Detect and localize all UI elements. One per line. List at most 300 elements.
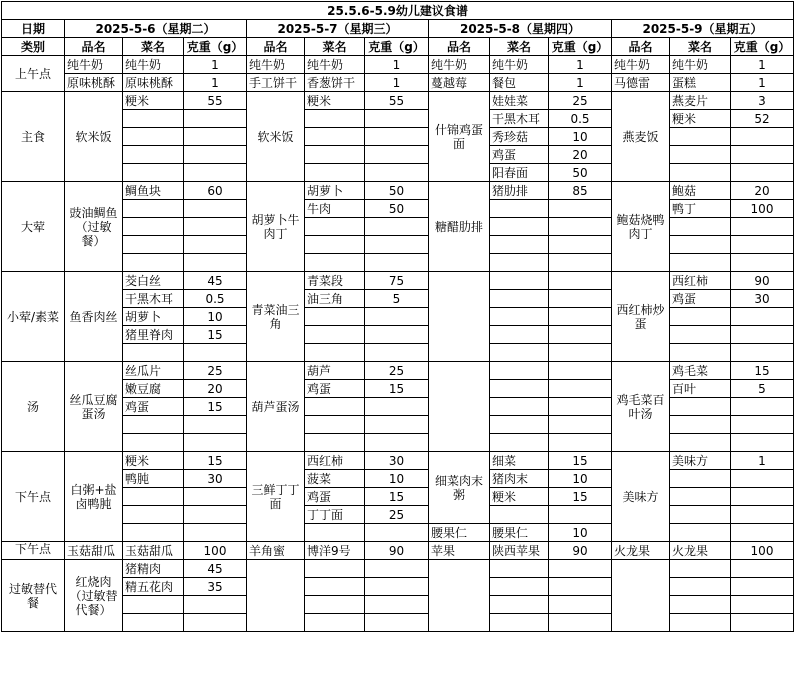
ingredient: 燕麦片 [670, 92, 731, 110]
ingredient [670, 614, 731, 632]
category-label: 类别 [2, 38, 65, 56]
category-morning_snack: 上午点 [2, 56, 65, 92]
ingredient: 鸡蛋 [123, 398, 184, 416]
weight [549, 416, 612, 434]
day-1-header: 2025-5-6（星期二） [65, 20, 247, 38]
dish-name: 葫芦蛋汤 [247, 362, 305, 452]
dish-name: 软米饭 [65, 92, 123, 182]
ingredient: 陕西苹果 [490, 542, 549, 560]
dish-name: 鲍菇烧鸭肉丁 [612, 182, 670, 272]
ingredient [305, 344, 365, 362]
dish-name [612, 560, 670, 632]
weight-label: 克重（g） [184, 38, 247, 56]
dish-name: 鸡毛菜百叶汤 [612, 362, 670, 452]
ingredient: 粳米 [490, 488, 549, 506]
weight [184, 146, 247, 164]
ingredient [490, 506, 549, 524]
dish-name: 鱼香肉丝 [65, 272, 123, 362]
weight [731, 146, 794, 164]
dish-name [247, 560, 305, 632]
weight [731, 470, 794, 488]
ingredient [123, 596, 184, 614]
weight [184, 218, 247, 236]
ingredient [305, 434, 365, 452]
ingredient [305, 578, 365, 596]
weight [365, 344, 429, 362]
ingredient [670, 254, 731, 272]
weight [731, 254, 794, 272]
ingredient [670, 326, 731, 344]
weight [184, 128, 247, 146]
weight [365, 164, 429, 182]
weight: 30 [184, 470, 247, 488]
ingredient: 西红柿 [670, 272, 731, 290]
ingredient [490, 362, 549, 380]
ingredient: 鸡蛋 [305, 380, 365, 398]
category-staple: 主食 [2, 92, 65, 182]
weight [731, 398, 794, 416]
ingredient [490, 326, 549, 344]
table-title: 25.5.6-5.9幼儿建议食谱 [2, 2, 794, 20]
ingredient [305, 326, 365, 344]
weight [365, 308, 429, 326]
weight: 90 [731, 272, 794, 290]
weight: 85 [549, 182, 612, 200]
ingredient: 干黑木耳 [490, 110, 549, 128]
ingredient [670, 146, 731, 164]
ingredient: 原味桃酥 [123, 74, 184, 92]
weight [549, 308, 612, 326]
ingredient: 茭白丝 [123, 272, 184, 290]
day-3-header: 2025-5-8（星期四） [429, 20, 612, 38]
dish-name: 纯牛奶 [65, 56, 123, 74]
ingredient: 纯牛奶 [490, 56, 549, 74]
weight: 15 [365, 488, 429, 506]
dish-name: 原味桃酥 [65, 74, 123, 92]
ingredient [670, 488, 731, 506]
ingredient [123, 128, 184, 146]
ingredient: 鲷鱼块 [123, 182, 184, 200]
category-soup: 汤 [2, 362, 65, 452]
weight [184, 596, 247, 614]
weight-label: 克重（g） [731, 38, 794, 56]
ingredient: 油三角 [305, 290, 365, 308]
weight: 1 [731, 452, 794, 470]
ingredient: 鸭肫 [123, 470, 184, 488]
ingredient [490, 236, 549, 254]
ingredient: 纯牛奶 [670, 56, 731, 74]
ingredient [670, 308, 731, 326]
weight [549, 380, 612, 398]
dish-name: 白粥+盐卤鸭肫 [65, 452, 123, 542]
category-veg: 小荤/素菜 [2, 272, 65, 362]
ingredient: 粳米 [123, 452, 184, 470]
weight: 25 [365, 362, 429, 380]
ingredient: 香葱饼干 [305, 74, 365, 92]
weight: 20 [184, 380, 247, 398]
dishes-label: 品名 [429, 38, 490, 56]
weight [731, 578, 794, 596]
weight [365, 416, 429, 434]
weight: 50 [365, 200, 429, 218]
ingredient: 猪肉末 [490, 470, 549, 488]
weight: 3 [731, 92, 794, 110]
dish-name: 燕麦饭 [612, 92, 670, 182]
weight [184, 614, 247, 632]
weight [549, 326, 612, 344]
weight: 55 [365, 92, 429, 110]
ingredient: 嫩豆腐 [123, 380, 184, 398]
ingredient: 秀珍菇 [490, 128, 549, 146]
ingredient [123, 236, 184, 254]
ingredient [123, 254, 184, 272]
weight [549, 236, 612, 254]
ingredient: 鸡毛菜 [670, 362, 731, 380]
ingredient: 菠菜 [305, 470, 365, 488]
ingredient-label: 菜名 [670, 38, 731, 56]
category-afternoon: 下午点 [2, 452, 65, 542]
dish-name [429, 362, 490, 452]
category-meat: 大荤 [2, 182, 65, 272]
dish-name: 纯牛奶 [247, 56, 305, 74]
weight [549, 272, 612, 290]
ingredient [123, 110, 184, 128]
weight [549, 218, 612, 236]
ingredient [305, 524, 365, 542]
dish-name: 软米饭 [247, 92, 305, 182]
weight: 55 [184, 92, 247, 110]
ingredient [305, 254, 365, 272]
weight [365, 218, 429, 236]
ingredient [490, 578, 549, 596]
ingredient [123, 416, 184, 434]
weight [184, 110, 247, 128]
ingredient [670, 596, 731, 614]
ingredient [670, 398, 731, 416]
weight [731, 236, 794, 254]
ingredient: 鸡蛋 [670, 290, 731, 308]
ingredient: 丝瓜片 [123, 362, 184, 380]
ingredient: 粳米 [670, 110, 731, 128]
ingredient [670, 560, 731, 578]
weight [731, 596, 794, 614]
dish-name: 苹果 [429, 542, 490, 560]
ingredient [305, 596, 365, 614]
ingredient: 纯牛奶 [305, 56, 365, 74]
weight: 15 [731, 362, 794, 380]
dish-name: 西红柿炒蛋 [612, 272, 670, 362]
weight: 1 [549, 74, 612, 92]
ingredient: 精五花肉 [123, 578, 184, 596]
weight [549, 560, 612, 578]
weight: 45 [184, 560, 247, 578]
weight: 5 [365, 290, 429, 308]
dish-name [429, 560, 490, 632]
weight [549, 434, 612, 452]
ingredient [670, 434, 731, 452]
ingredient [490, 398, 549, 416]
ingredient [490, 308, 549, 326]
dish-name [429, 272, 490, 362]
ingredient: 葫芦 [305, 362, 365, 380]
weight [365, 578, 429, 596]
ingredient [123, 614, 184, 632]
dish-name: 什锦鸡蛋面 [429, 92, 490, 182]
ingredient: 鸡蛋 [305, 488, 365, 506]
ingredient [490, 596, 549, 614]
ingredient: 腰果仁 [490, 524, 549, 542]
weight: 0.5 [184, 290, 247, 308]
weight [184, 524, 247, 542]
weight: 10 [184, 308, 247, 326]
weight [365, 110, 429, 128]
ingredient: 胡萝卜 [123, 308, 184, 326]
ingredient [123, 524, 184, 542]
weight [549, 506, 612, 524]
weight: 25 [365, 506, 429, 524]
weight [365, 128, 429, 146]
weight [549, 344, 612, 362]
ingredient [305, 398, 365, 416]
ingredient: 玉菇甜瓜 [123, 542, 184, 560]
ingredient [305, 164, 365, 182]
weight [549, 200, 612, 218]
weight [184, 254, 247, 272]
dish-name: 纯牛奶 [612, 56, 670, 74]
ingredient [490, 290, 549, 308]
menu-table [1, 1, 794, 632]
weight [365, 434, 429, 452]
weight [184, 164, 247, 182]
ingredient [670, 416, 731, 434]
dish-name: 三鲜丁丁面 [247, 452, 305, 542]
weight [365, 326, 429, 344]
ingredient: 猪肋排 [490, 182, 549, 200]
ingredient [490, 200, 549, 218]
weight [365, 614, 429, 632]
category-afternoon2: 下午点 [2, 542, 65, 560]
ingredient [305, 560, 365, 578]
weight [365, 596, 429, 614]
ingredient [490, 380, 549, 398]
ingredient: 猪精肉 [123, 560, 184, 578]
ingredient: 纯牛奶 [123, 56, 184, 74]
weight: 52 [731, 110, 794, 128]
ingredient [123, 218, 184, 236]
dish-name: 玉菇甜瓜 [65, 542, 123, 560]
weight [731, 524, 794, 542]
weight [184, 236, 247, 254]
weight [549, 398, 612, 416]
weight: 100 [731, 200, 794, 218]
dishes-label: 品名 [65, 38, 123, 56]
weight: 1 [731, 56, 794, 74]
ingredient [670, 470, 731, 488]
weight: 30 [365, 452, 429, 470]
weight [731, 488, 794, 506]
ingredient [490, 614, 549, 632]
category-allergy: 过敏替代餐 [2, 560, 65, 632]
weight [365, 146, 429, 164]
weight [549, 254, 612, 272]
weight: 25 [184, 362, 247, 380]
weight [549, 596, 612, 614]
weight-label: 克重（g） [549, 38, 612, 56]
ingredient [123, 434, 184, 452]
weight: 15 [549, 488, 612, 506]
ingredient [305, 614, 365, 632]
weight: 25 [549, 92, 612, 110]
weight [549, 290, 612, 308]
weight [731, 218, 794, 236]
day-2-header: 2025-5-7（星期三） [247, 20, 429, 38]
weight [731, 416, 794, 434]
weight [731, 434, 794, 452]
ingredient [305, 146, 365, 164]
weight: 1 [184, 56, 247, 74]
ingredient [123, 164, 184, 182]
weight [731, 308, 794, 326]
ingredient: 火龙果 [670, 542, 731, 560]
ingredient [305, 236, 365, 254]
ingredient: 丁丁面 [305, 506, 365, 524]
dish-name: 红烧肉（过敏替代餐） [65, 560, 123, 632]
weight: 30 [731, 290, 794, 308]
ingredient [123, 200, 184, 218]
dishes-label: 品名 [612, 38, 670, 56]
ingredient: 美味方 [670, 452, 731, 470]
weight: 100 [184, 542, 247, 560]
dish-name: 美味方 [612, 452, 670, 542]
weight: 60 [184, 182, 247, 200]
ingredient: 百叶 [670, 380, 731, 398]
ingredient [305, 218, 365, 236]
weight [365, 398, 429, 416]
ingredient [670, 524, 731, 542]
dish-name: 马德雷 [612, 74, 670, 92]
ingredient [490, 560, 549, 578]
dish-name: 羊角蜜 [247, 542, 305, 560]
weight: 1 [184, 74, 247, 92]
dish-name: 胡萝卜牛肉丁 [247, 182, 305, 272]
ingredient: 餐包 [490, 74, 549, 92]
weight: 1 [731, 74, 794, 92]
ingredient-label: 菜名 [305, 38, 365, 56]
dish-name: 青菜油三角 [247, 272, 305, 362]
weight: 50 [549, 164, 612, 182]
weight [365, 560, 429, 578]
weight: 100 [731, 542, 794, 560]
ingredient [670, 164, 731, 182]
weight: 1 [365, 74, 429, 92]
ingredient: 西红柿 [305, 452, 365, 470]
ingredient [490, 218, 549, 236]
ingredient [670, 344, 731, 362]
weight: 45 [184, 272, 247, 290]
weight [184, 488, 247, 506]
weight: 10 [549, 128, 612, 146]
ingredient: 牛肉 [305, 200, 365, 218]
ingredient [670, 236, 731, 254]
dish-name: 细菜肉末粥 [429, 452, 490, 524]
weight: 1 [365, 56, 429, 74]
weight [731, 344, 794, 362]
dishes-label: 品名 [247, 38, 305, 56]
ingredient [670, 578, 731, 596]
dish-name: 腰果仁 [429, 524, 490, 542]
weight: 75 [365, 272, 429, 290]
weight [731, 326, 794, 344]
ingredient: 胡萝卜 [305, 182, 365, 200]
weight: 15 [549, 452, 612, 470]
ingredient: 蛋糕 [670, 74, 731, 92]
ingredient [305, 416, 365, 434]
dish-name: 纯牛奶 [429, 56, 490, 74]
ingredient: 干黑木耳 [123, 290, 184, 308]
ingredient: 鸡蛋 [490, 146, 549, 164]
ingredient [123, 344, 184, 362]
ingredient: 猪里脊肉 [123, 326, 184, 344]
weight [549, 578, 612, 596]
ingredient: 青菜段 [305, 272, 365, 290]
ingredient [490, 434, 549, 452]
weight: 15 [184, 398, 247, 416]
ingredient [670, 128, 731, 146]
ingredient [305, 110, 365, 128]
weight [184, 344, 247, 362]
weight: 20 [731, 182, 794, 200]
day-4-header: 2025-5-9（星期五） [612, 20, 794, 38]
weight: 35 [184, 578, 247, 596]
weight [365, 236, 429, 254]
weight: 90 [549, 542, 612, 560]
weight: 5 [731, 380, 794, 398]
weight: 10 [549, 524, 612, 542]
weight: 15 [365, 380, 429, 398]
weight [184, 506, 247, 524]
dish-name: 火龙果 [612, 542, 670, 560]
ingredient [123, 506, 184, 524]
dish-name: 蔓越莓 [429, 74, 490, 92]
weight: 10 [549, 470, 612, 488]
ingredient [670, 506, 731, 524]
ingredient [490, 344, 549, 362]
weight: 90 [365, 542, 429, 560]
dish-name: 手工饼干 [247, 74, 305, 92]
weight: 10 [365, 470, 429, 488]
ingredient: 粳米 [123, 92, 184, 110]
weight: 50 [365, 182, 429, 200]
ingredient [123, 146, 184, 164]
weight: 15 [184, 452, 247, 470]
ingredient: 娃娃菜 [490, 92, 549, 110]
weight: 1 [549, 56, 612, 74]
weight [549, 614, 612, 632]
ingredient [670, 218, 731, 236]
date-label: 日期 [2, 20, 65, 38]
weight: 20 [549, 146, 612, 164]
ingredient [305, 308, 365, 326]
ingredient: 粳米 [305, 92, 365, 110]
ingredient-label: 菜名 [490, 38, 549, 56]
weight [365, 254, 429, 272]
weight [731, 128, 794, 146]
ingredient: 细菜 [490, 452, 549, 470]
ingredient [490, 416, 549, 434]
ingredient: 阳春面 [490, 164, 549, 182]
weight [731, 614, 794, 632]
ingredient [490, 254, 549, 272]
